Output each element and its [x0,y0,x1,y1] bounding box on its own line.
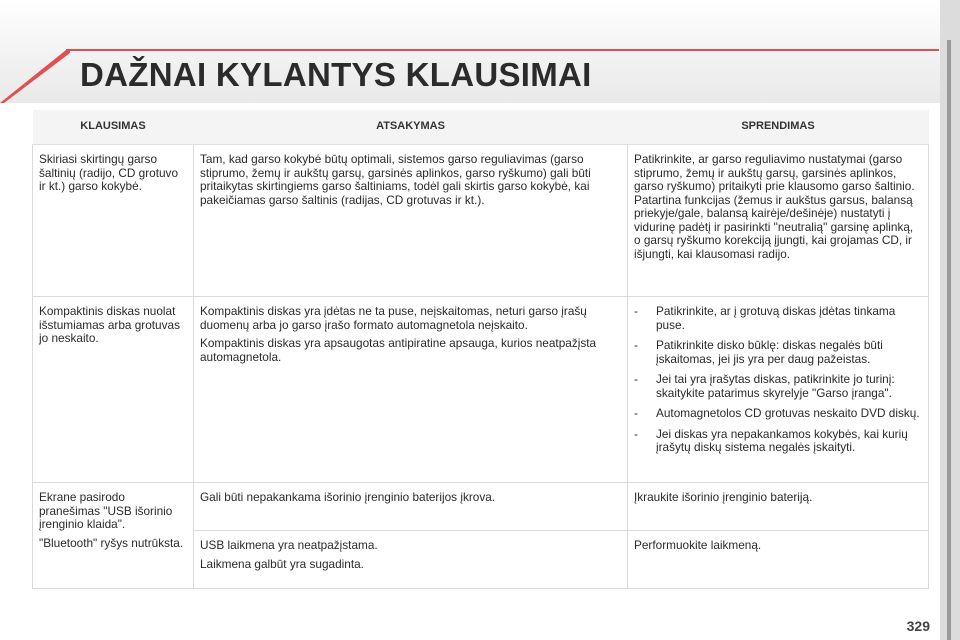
solution-list-item [634,305,922,332]
question-cell [33,297,194,483]
solution-list-item-text: Automagnetolos CD grotuvas neskaito DVD diskų. [656,406,920,420]
solution-list-item [634,373,922,400]
question-text: Skiriasi skirtingų garso šaltinių (radijo, CD grotuvo ir kt.) garso kokybė. [39,152,178,193]
answer-cell [194,145,628,297]
solution-text: Performuokite laikmeną. [634,538,762,552]
answer-text: Kompaktinis diskas yra apsaugotas antipiratine apsauga, kurios neatpažįsta automagnetola. [200,336,597,364]
faq-body [33,145,929,589]
page-edge-bar [940,0,960,640]
answer-text: USB laikmena yra neatpažįstama. [200,538,378,552]
question-cell [33,483,194,589]
solution-list-item-text: Jei tai yra įrašytas diskas, patikrinkite jo turinį: skaitykite patarimus skyrelyje "Garso įranga". [656,372,895,400]
header-accent-line [66,49,939,51]
question-cell [33,145,194,297]
column-header-question: KLAUSIMAS [33,110,194,145]
question-text: Ekrane pasirodo pranešimas "USB išorinio įrenginio klaida". [39,490,173,531]
solution-cell [628,297,929,483]
faq-table [32,110,929,589]
answer-cell [194,531,628,589]
solution-cell [628,531,929,589]
table-row [33,145,929,297]
solution-text: Patikrinkite, ar garso reguliavimo nustatymai (garso stiprumo, žemų ir aukštų garsų, garsinės aplinkos, garso ryškumo) pritaikyti prie klausomo garso šaltinio. Patartina funkcijas (žemus ir aukštus garsus, balansą priekyje/gale, balansą kairėje/dešinėje) nustatyti į vidurinę padėtį ir pasirinkti "neutralią" garsinę aplinką, o garsų ryškumo korekciją įjungti, kai grojamas CD, ir išjungti, kai klausomasi radijo. [634,152,915,261]
solution-list-item-text: Jei diskas yra nepakankamos kokybės, kai kurių įrašytų diskų sistema negalės įskaityti. [656,426,908,454]
answer-text: Gali būti nepakankama išorinio įrenginio baterijos įkrova. [200,490,496,504]
solution-cell [628,483,929,531]
question-text: Kompaktinis diskas nuolat išstumiamas arba grotuvas jo neskaito. [39,304,180,345]
solution-list-item-text: Patikrinkite disko būklę: diskas negalės būti įskaitomas, jei jis yra per daug pažeistas. [656,338,883,366]
solution-list [634,305,922,455]
answer-text: Kompaktinis diskas yra įdėtas ne ta puse, neįskaitomas, neturi garso įrašų duomenų arba jo garso įrašo formato automagnetola neįskaito. [200,304,587,332]
table-row [33,483,929,531]
answer-cell [194,483,628,531]
solution-cell [628,145,929,297]
column-header-solution: SPRENDIMAS [628,110,929,145]
page-title: DAŽNAI KYLANTYS KLAUSIMAI [80,56,592,93]
answer-text: Laikmena galbūt yra sugadinta. [200,556,364,571]
header-corner-decoration [0,0,70,103]
table-header-row [33,110,929,145]
solution-list-item [634,407,922,421]
solution-list-item [634,428,922,455]
list-dash-icon: - [634,338,638,352]
answer-cell [194,297,628,483]
page-number: 329 [906,618,930,634]
answer-text: Tam, kad garso kokybė būtų optimali, sistemos garso reguliavimas (garso stiprumo, žemų ir aukštų garsų, garsinės aplinkos, garso ryškumo) gali būti pritaikytas skirtingiems garso šaltiniams, todėl gali skirtis garso kokybė, kai pakeičiamas garso šaltinis (radijas, CD grotuvas ir kt.). [200,152,591,207]
solution-list-item-text: Patikrinkite, ar į grotuvą diskas įdėtas tinkama puse. [656,304,896,332]
solution-text: Įkraukite išorinio įrenginio bateriją. [634,490,813,504]
solution-list-item [634,339,922,366]
list-dash-icon: - [634,372,638,386]
question-text: "Bluetooth" ryšys nutrūksta. [39,535,184,550]
table-row [33,297,929,483]
column-header-answer: ATSAKYMAS [194,110,628,145]
list-dash-icon: - [634,426,638,441]
list-dash-icon: - [634,304,638,318]
list-dash-icon: - [634,406,638,420]
